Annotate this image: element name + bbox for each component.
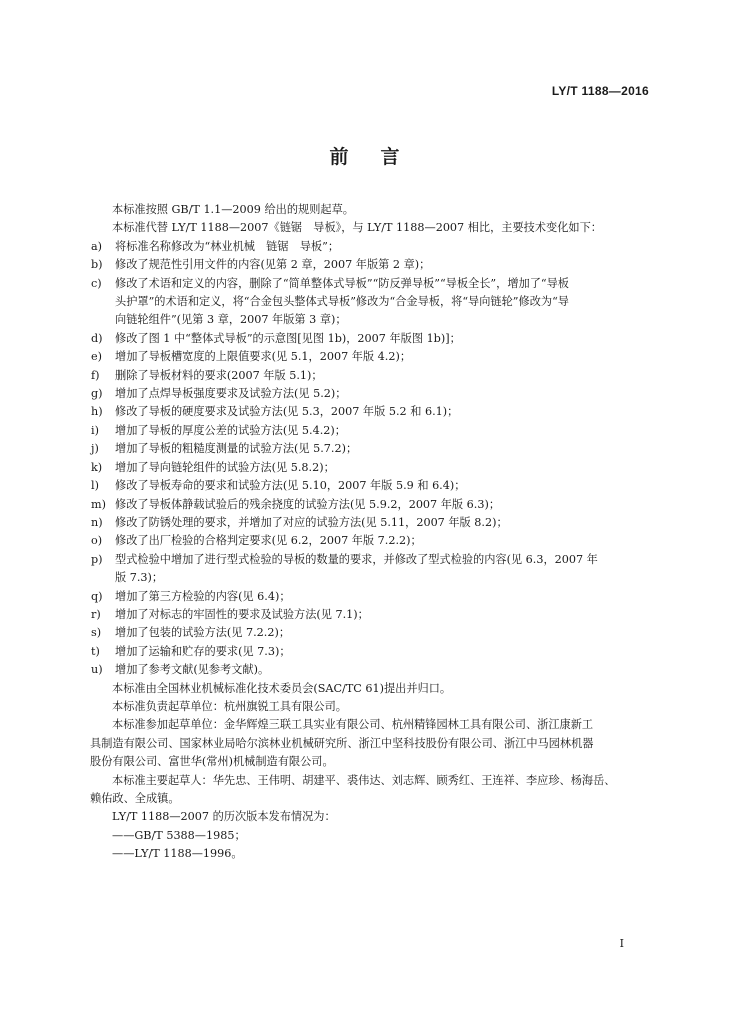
change-item-text: 型式检验中增加了进行型式检验的导板的数量的要求，并修改了型式检验的内容(见 6.3，2007 年 [115,552,598,566]
change-item-label: e) [91,350,102,364]
change-item [90,275,652,293]
change-item [90,256,652,274]
change-item-text: 增加了第三方检验的内容(见 6.4)； [115,589,291,603]
changes-list [90,238,652,680]
change-item-label: b) [91,258,103,272]
change-item-text: 增加了参考文献(见参考文献)。 [115,663,270,677]
change-item [90,643,652,661]
info-paragraph-line: 本标准参加起草单位：金华辉煌三联工具实业有限公司、杭州精锋园林工具有限公司、浙江康新工 [112,718,594,732]
change-item-label: n) [91,515,103,529]
change-item-label: i) [91,423,99,437]
info-paragraph-line: 本标准由全国林业机械标准化技术委员会(SAC/TC 61)提出并归口。 [112,681,452,695]
change-item-label: c) [91,276,102,290]
change-item-text: 将标准名称修改为“林业机械 链锯 导板”； [115,239,340,253]
change-item-label: q) [91,589,103,603]
info-paragraph-line: 本标准负责起草单位：杭州旗锐工具有限公司。 [112,699,347,713]
change-item-label: g) [91,387,103,401]
info-paragraph-line: 赖佑政、全成镇。 [90,792,180,805]
change-item-text: 修改了导板的硬度要求及试验方法(见 5.3，2007 年版 5.2 和 6.1)； [115,405,459,419]
change-item [90,551,652,569]
change-item-label: m) [91,497,106,511]
change-item-label: t) [91,644,100,658]
change-item-text: 修改了术语和定义的内容，删除了“简单整体式导板”“防反弹导板”“导板全长”，增加了“导板 [115,276,569,290]
change-item-label: u) [91,663,103,677]
info-paragraphs [90,680,652,827]
change-item [90,348,652,366]
page-title: 前言 [329,146,432,168]
intro-paragraph: 本标准代替 LY/T 1188—2007《链锯 导板》，与 LY/T 1188—2007 相比，主要技术变化如下： [112,221,602,235]
change-item-text: 修改了图 1 中“整体式导板”的示意图[见图 1b)，2007 年版图 1b)]； [115,331,461,345]
change-item-text: 修改了导板寿命的要求和试验方法(见 5.10，2007 年版 5.9 和 6.4)； [115,479,466,493]
change-item [90,661,652,679]
change-item-label: l) [91,479,99,493]
change-item-continuation: 版 7.3)； [115,571,164,585]
change-item [90,440,652,458]
change-item [90,606,652,624]
change-item-text: 增加了导板的粗糙度测量的试验方法(见 5.7.2)； [115,442,358,456]
change-item-text: 增加了导板槽宽度的上限值要求(见 5.1，2007 年版 4.2)； [115,350,412,364]
change-item-text: 增加了导向链轮组件的试验方法(见 5.8.2)； [115,460,335,474]
change-item [90,477,652,495]
change-item-label: o) [91,534,103,548]
change-item [90,532,652,550]
change-item-text: 修改了出厂检验的合格判定要求(见 6.2，2007 年版 7.2.2)； [115,534,422,548]
info-paragraph-line: 本标准主要起草人：华先忠、王伟明、胡建平、裘伟达、刘志辉、顾秀红、王连祥、李应珍、杨海岳、 [112,773,616,787]
info-paragraph-line: 股份有限公司、富世华(常州)机械制造有限公司。 [90,755,334,769]
document-body [90,201,652,864]
intro-paragraph: 本标准按照 GB/T 1.1—2009 给出的规则起草。 [112,203,354,216]
change-item-label: s) [91,626,102,640]
change-item [90,422,652,440]
page-number: I [619,937,624,950]
change-item-text: 修改了防锈处理的要求，并增加了对应的试验方法(见 5.11，2007 年版 8.2)； [115,515,508,529]
change-item-text: 删除了导板材料的要求(2007 年版 5.1)； [115,368,323,382]
info-paragraph-line: 具制造有限公司、国家林业局哈尔滨林业机械研究所、浙江中坚科技股份有限公司、浙江中马园林机器 [90,736,594,750]
change-item-label: h) [91,405,103,419]
change-item-text: 增加了包装的试验方法(见 7.2.2)； [115,626,291,640]
change-item-text: 增加了对标志的牢固性的要求及试验方法(见 7.1)； [115,607,369,621]
change-item [90,403,652,421]
info-paragraph-line: LY/T 1188—2007 的历次版本发布情况为： [112,810,336,824]
change-item-text: 增加了运输和贮存的要求(见 7.3)； [115,644,291,658]
change-item [90,514,652,532]
change-item [90,385,652,403]
history-item: ——GB/T 5388—1985； [112,828,246,842]
change-item-label: p) [91,552,103,566]
change-item-label: f) [91,368,100,382]
change-item [90,588,652,606]
change-item-continuation: 头护罩”的术语和定义，将“合金包头整体式导板”修改为“合金导板，将“导向链轮”修改为“导 [115,295,569,309]
change-item-label: a) [91,239,103,253]
change-item [90,496,652,514]
change-item [90,624,652,642]
change-item [90,330,652,348]
change-item-label: j) [91,442,99,456]
change-item-text: 修改了导板体静载试验后的残余挠度的试验方法(见 5.9.2，2007 年版 6.3)； [115,497,501,511]
change-item-label: k) [91,460,103,474]
change-item [90,459,652,477]
standard-code: LY/T 1188—2016 [551,84,649,98]
change-item [90,367,652,385]
change-item-label: r) [91,607,101,621]
change-item-continuation: 向链轮组件”(见第 3 章，2007 年版第 3 章)； [115,313,347,327]
change-item-text: 增加了导板的厚度公差的试验方法(见 5.4.2)； [115,423,346,437]
change-item [90,238,652,256]
change-item-text: 增加了点焊导板强度要求及试验方法(见 5.2)； [115,387,347,401]
change-item-label: d) [91,331,103,345]
change-item-text: 修改了规范性引用文件的内容(见第 2 章，2007 年版第 2 章)； [115,258,431,272]
history-item: ——LY/T 1188—1996。 [112,847,243,861]
